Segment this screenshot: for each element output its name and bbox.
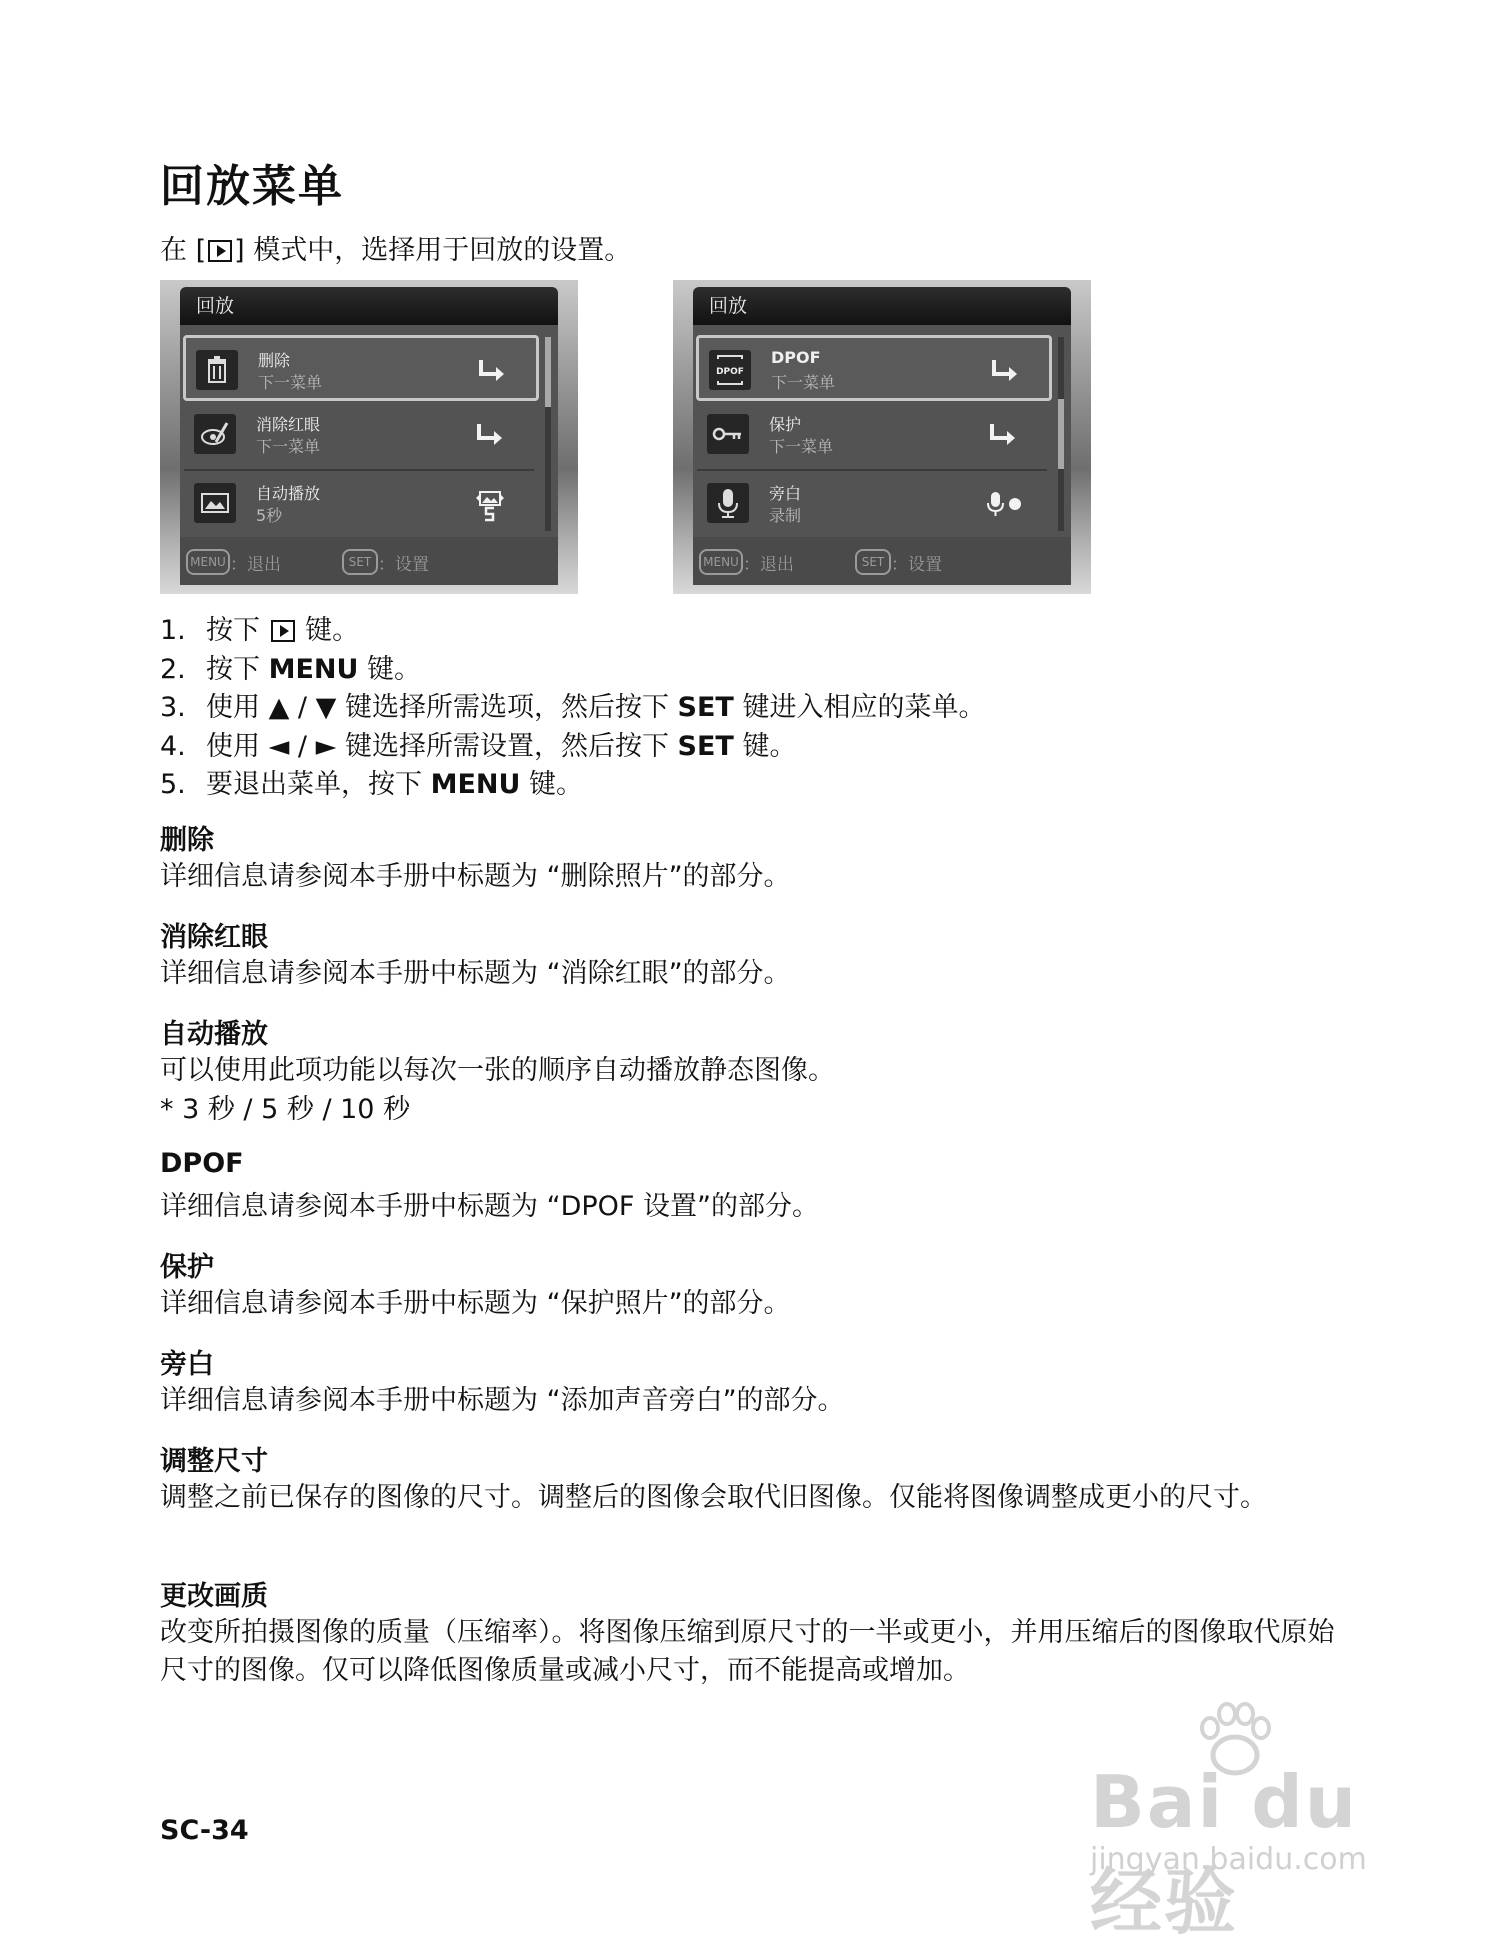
scrollbar-thumb[interactable] xyxy=(1058,399,1064,469)
row-title: 保护 xyxy=(769,415,802,434)
set-key-label: ：设置 xyxy=(891,555,942,575)
step-text-end: 键。 xyxy=(296,615,360,646)
intro-before: 在 [ xyxy=(160,235,207,266)
section-body-delete: 详细信息请参阅本手册中标题为 “删除照片”的部分。 xyxy=(160,861,791,892)
scrollbar-thumb[interactable] xyxy=(545,337,551,407)
section-heading-delete: 删除 xyxy=(160,825,214,856)
row-title: 自动播放 xyxy=(256,484,321,503)
step-key: SET xyxy=(677,730,734,762)
step-text: 按下 xyxy=(206,615,269,646)
set-key-button[interactable]: SET xyxy=(855,549,891,575)
step-item xyxy=(160,651,985,690)
set-key-label: ：设置 xyxy=(378,555,429,575)
row-title: 旁白 xyxy=(769,484,802,503)
playback-icon xyxy=(271,620,295,642)
menu-scrollbar[interactable] xyxy=(1058,337,1064,531)
section-heading-slideshow: 自动播放 xyxy=(160,1019,268,1050)
section-body-redeye: 详细信息请参阅本手册中标题为 “消除红眼”的部分。 xyxy=(160,958,791,989)
page-title: 回放菜单 xyxy=(160,161,344,212)
step-text: 要退出菜单，按下 xyxy=(206,769,431,800)
menu-scrollbar[interactable] xyxy=(545,337,551,531)
menu-key-label: ：退出 xyxy=(743,555,794,575)
step-text-end: 键进入相应的菜单。 xyxy=(733,692,986,723)
step-item xyxy=(160,728,985,767)
step-text-end: 键。 xyxy=(358,653,422,685)
section-body-voice-memo: 详细信息请参阅本手册中标题为 “添加声音旁白”的部分。 xyxy=(160,1385,845,1416)
set-key-button[interactable]: SET xyxy=(342,549,378,575)
step-item xyxy=(160,766,985,805)
redeye-icon xyxy=(194,414,236,454)
section-body-protect: 详细信息请参阅本手册中标题为 “保护照片”的部分。 xyxy=(160,1288,791,1319)
row-title: 删除 xyxy=(258,351,291,370)
step-key: MENU xyxy=(430,769,521,800)
section-heading-protect: 保护 xyxy=(160,1252,214,1283)
menu-row-protect[interactable] xyxy=(697,402,1047,468)
row-subtitle: 下一菜单 xyxy=(769,437,834,456)
playback-icon xyxy=(208,240,232,262)
menu-key-button[interactable]: MENU xyxy=(699,549,743,575)
step-text-end: 键。 xyxy=(520,769,584,800)
row-title: 消除红眼 xyxy=(256,415,321,434)
enter-arrow-icon xyxy=(476,356,508,386)
menu-key-button[interactable]: MENU xyxy=(186,549,230,575)
watermark-url: jingyan.baidu.com xyxy=(1090,1842,1367,1877)
row-subtitle: 下一菜单 xyxy=(771,373,836,392)
section-heading-resize: 调整尺寸 xyxy=(160,1446,268,1477)
step-text: 使用 ▲ / ▼ 键选择所需选项，然后按下 xyxy=(206,692,678,723)
step-text: 使用 ◄ / ► 键选择所需设置，然后按下 xyxy=(206,730,678,762)
menu-key-label: ：退出 xyxy=(230,555,281,575)
screen-footer xyxy=(693,537,1071,585)
record-mic-icon xyxy=(985,489,1025,519)
step-item xyxy=(160,689,985,728)
menu-row-dpof[interactable] xyxy=(696,335,1052,401)
menu-row-slideshow[interactable] xyxy=(184,471,534,537)
slideshow-5s-icon xyxy=(474,489,506,519)
step-number: 3. xyxy=(160,692,186,723)
section-body-quality: 改变所拍摄图像的质量（压缩率）。将图像压缩到原尺寸的一半或更小，并用压缩后的图像取代原始尺寸的图像。仅可以降低图像质量或减小尺寸，而不能提高或增加。 xyxy=(160,1617,1335,1686)
trash-icon xyxy=(196,350,238,390)
enter-arrow-icon xyxy=(989,356,1021,386)
key-icon xyxy=(707,414,749,454)
baidu-watermark xyxy=(1080,1700,1440,1944)
watermark-brand: Bai du 经验 xyxy=(1090,1760,1359,1944)
step-text-end: 键。 xyxy=(733,730,797,762)
section-body-resize: 调整之前已保存的图像的尺寸。调整后的图像会取代旧图像。仅能将图像调整成更小的尺寸。 xyxy=(160,1482,1267,1513)
microphone-icon xyxy=(707,483,749,523)
section-body-slideshow: 可以使用此项功能以每次一张的顺序自动播放静态图像。 xyxy=(160,1055,835,1086)
step-number: 1. xyxy=(160,615,186,646)
step-number: 2. xyxy=(160,653,186,685)
intro-text xyxy=(160,228,631,267)
menu-row-delete[interactable] xyxy=(183,335,539,401)
enter-arrow-icon xyxy=(474,420,506,450)
row-subtitle: 5秒 xyxy=(256,506,283,525)
instruction-steps xyxy=(160,612,985,805)
row-subtitle: 录制 xyxy=(769,506,802,525)
row-title: DPOF xyxy=(771,348,821,367)
section-heading-redeye: 消除红眼 xyxy=(160,922,268,953)
step-number: 4. xyxy=(160,730,186,762)
playback-menu-screen-2 xyxy=(673,280,1091,594)
svg-text:DPOF: DPOF xyxy=(716,367,744,377)
section-body-slideshow-options: * 3 秒 / 5 秒 / 10 秒 xyxy=(160,1094,411,1125)
section-heading-dpof: DPOF xyxy=(160,1148,244,1179)
step-key: MENU xyxy=(268,653,359,685)
screen-footer xyxy=(180,537,558,585)
section-heading-voice-memo: 旁白 xyxy=(160,1349,214,1380)
section-body-dpof: 详细信息请参阅本手册中标题为 “DPOF 设置”的部分。 xyxy=(160,1191,819,1222)
playback-menu-screen-1 xyxy=(160,280,578,594)
step-text: 按下 xyxy=(206,653,269,685)
step-item xyxy=(160,612,985,651)
dpof-icon xyxy=(709,350,751,390)
section-heading-quality: 更改画质 xyxy=(160,1581,268,1612)
screen-header: 回放 xyxy=(180,287,558,325)
menu-row-redeye[interactable] xyxy=(184,402,534,468)
row-subtitle: 下一菜单 xyxy=(256,437,321,456)
row-subtitle: 下一菜单 xyxy=(258,373,323,392)
enter-arrow-icon xyxy=(987,420,1019,450)
step-number: 5. xyxy=(160,769,186,800)
page-number: SC-34 xyxy=(160,1815,249,1846)
screen-header: 回放 xyxy=(693,287,1071,325)
step-key: SET xyxy=(677,692,734,723)
slideshow-icon xyxy=(194,483,236,523)
intro-after: ] 模式中，选择用于回放的设置。 xyxy=(234,235,632,266)
menu-row-voice-memo[interactable] xyxy=(697,471,1047,537)
